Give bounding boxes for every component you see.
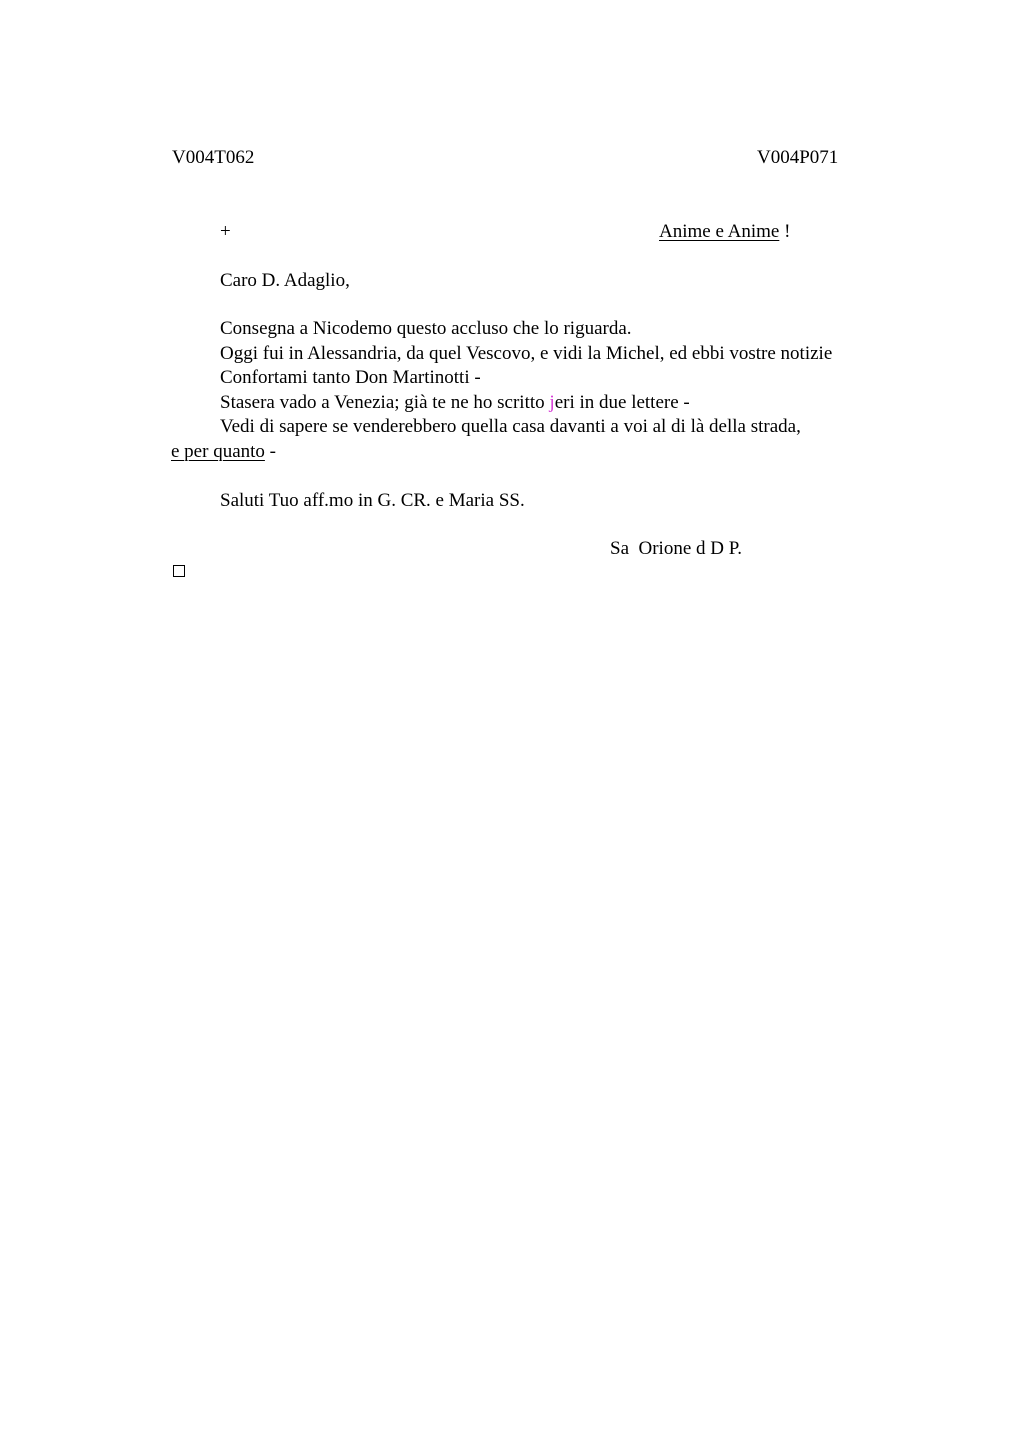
salutation: Caro D. Adaglio, (220, 270, 350, 291)
motto-text: Anime e Anime (659, 221, 780, 242)
body-line-2: Oggi fui in Alessandria, da quel Vescovo, e vidi la Michel, ed ebbi vostre notizie (220, 343, 833, 364)
end-box-symbol (173, 565, 185, 577)
body-line-4-highlight: j (549, 392, 555, 413)
header-right-code: V004P071 (757, 147, 839, 168)
header-left-code: V004T062 (172, 147, 255, 168)
body-line-4-end: eri in due lettere - (554, 392, 690, 413)
motto-punctuation: ! (779, 221, 791, 242)
body-line-4 (220, 391, 690, 415)
closing: Saluti Tuo aff.mo in G. CR. e Maria SS. (220, 490, 525, 511)
body-line-6 (171, 440, 276, 464)
motto (659, 220, 790, 244)
body-line-4-start: Stasera vado a Venezia; già te ne ho scritto (220, 392, 550, 413)
body-line-6-end: - (264, 441, 276, 462)
signature: Sa Orione d D P. (610, 538, 742, 559)
body-line-5: Vedi di sapere se venderebbero quella casa davanti a voi al di là della strada, (220, 416, 801, 437)
cross-symbol: + (220, 221, 231, 242)
body-line-1: Consegna a Nicodemo questo accluso che lo riguarda. (220, 318, 632, 339)
body-line-3: Confortami tanto Don Martinotti - (220, 367, 481, 388)
body-line-6-underlined: e per quanto (171, 441, 265, 462)
